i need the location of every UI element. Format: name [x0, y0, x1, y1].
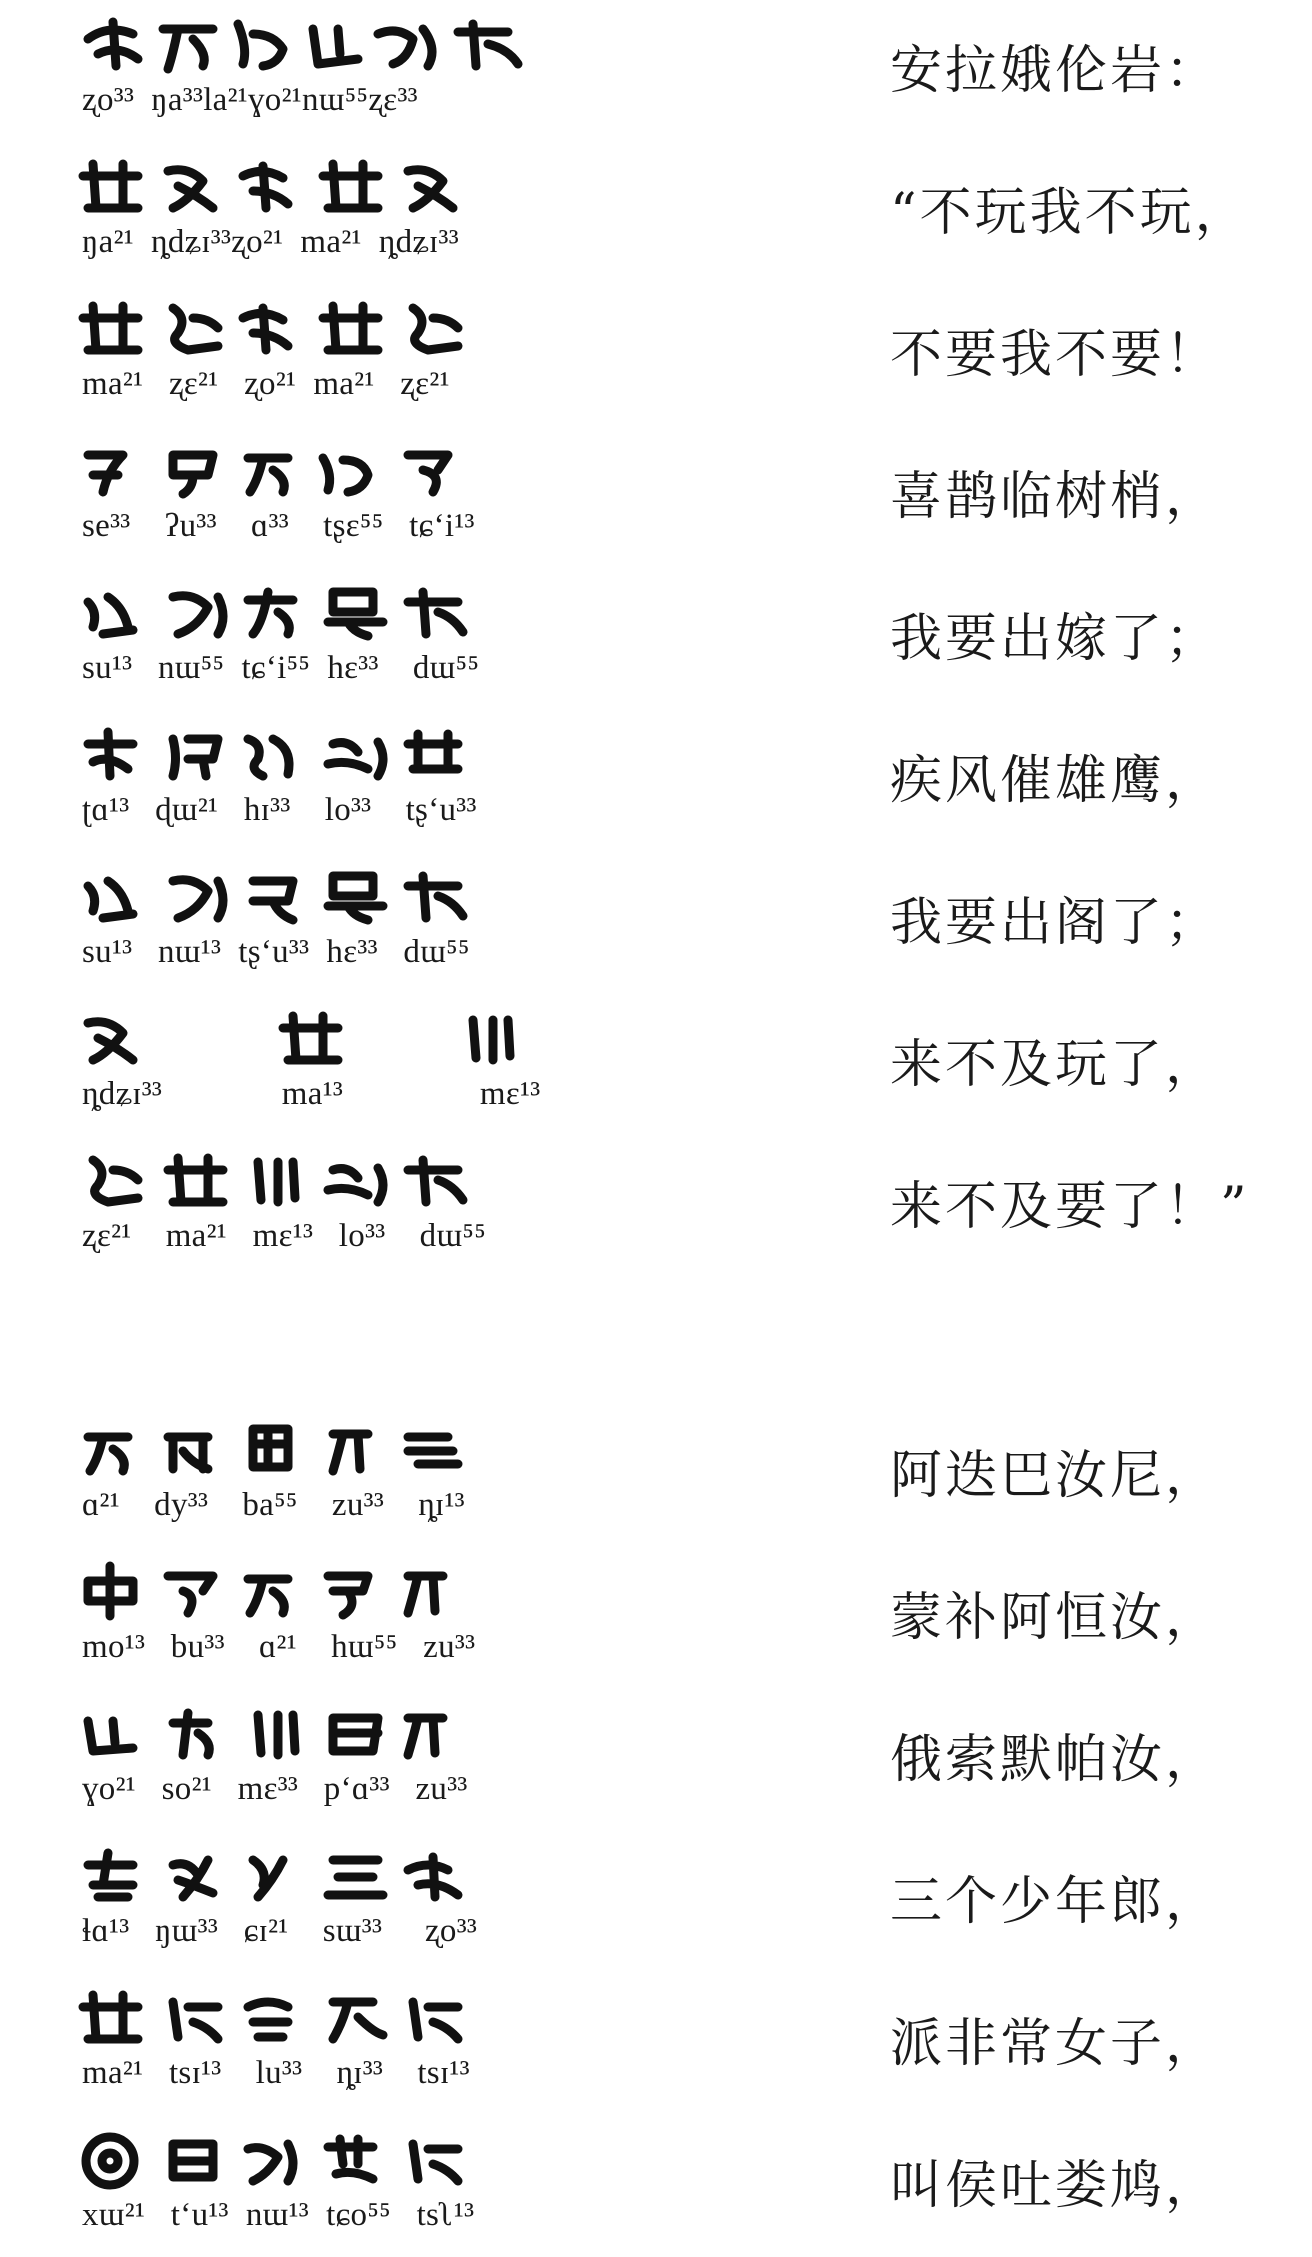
yi-script-glyphs-image	[78, 1977, 568, 2057]
yi-script-glyphs	[78, 572, 568, 652]
yi-script-glyphs	[78, 1835, 568, 1915]
yi-script-glyphs	[78, 1409, 568, 1489]
yi-script-glyphs-image	[78, 998, 568, 1078]
verse-line	[0, 426, 1312, 568]
verse-line	[0, 1547, 1312, 1689]
yi-script-glyphs	[78, 4, 568, 84]
romanization: ʈɑ¹³ ɖɯ²¹ hɪ³³ lo³³ tʂʻu³³	[82, 792, 477, 828]
romanization: ɬɑ¹³ ŋɯ³³ ɕɪ²¹ sɯ³³ ʐo³³	[82, 1913, 478, 1949]
yi-script-glyphs-image	[78, 288, 568, 368]
verse-line	[0, 1405, 1312, 1547]
romanization: ma²¹ ʐɛ²¹ ʐo²¹ ma²¹ ʐɛ²¹	[82, 366, 450, 402]
verse-line	[0, 284, 1312, 426]
yi-script-glyphs	[78, 1140, 568, 1220]
translation: 我要出阁了；	[890, 893, 1221, 953]
yi-script-glyphs	[78, 288, 568, 368]
translation: 不要我不要！	[890, 325, 1221, 385]
translation: 来不及玩了，	[890, 1035, 1221, 1095]
translation: 安拉娥伦岩：	[890, 41, 1221, 101]
verse-line	[0, 142, 1312, 284]
yi-script-glyphs-image	[78, 4, 568, 84]
romanization: xɯ²¹ tʻu¹³ nɯ¹³ tɕo⁵⁵ tsʅ¹³	[82, 2197, 475, 2233]
romanization: mo¹³ bu³³ ɑ²¹ hɯ⁵⁵ zu³³	[82, 1629, 476, 1665]
translation: 叫侯吐娄鸠，	[890, 2156, 1221, 2216]
translation: “不玩我不玩，	[890, 183, 1250, 243]
verse-section-2	[0, 1405, 1312, 2257]
yi-script-glyphs-image	[78, 856, 568, 936]
translation: 三个少年郎，	[890, 1872, 1221, 1932]
romanization: se³³ ʔu³³ ɑ³³ tʂɛ⁵⁵ tɕʻi¹³	[82, 508, 475, 544]
translation: 来不及要了！”	[890, 1177, 1250, 1237]
romanization: ŋa²¹ ȵdʑɪ³³ʐo²¹ ma²¹ ȵdʑɪ³³	[82, 224, 459, 260]
romanization: ȵdʑɪ³³ ma¹³ mɛ¹³	[82, 1076, 541, 1112]
romanization: su¹³ nɯ¹³ tʂʻu³³ hɛ³³ dɯ⁵⁵	[82, 934, 470, 970]
verse-line	[0, 2115, 1312, 2257]
yi-script-glyphs	[78, 998, 568, 1078]
verse-line	[0, 1831, 1312, 1973]
verse-line	[0, 1136, 1312, 1278]
yi-script-glyphs-image	[78, 714, 568, 794]
yi-script-glyphs	[78, 2119, 568, 2199]
yi-script-glyphs	[78, 1977, 568, 2057]
yi-script-glyphs-image	[78, 1140, 568, 1220]
yi-script-glyphs-image	[78, 1551, 568, 1631]
yi-script-glyphs-image	[78, 1835, 568, 1915]
romanization: ʐɛ²¹ ma²¹ mɛ¹³ lo³³ dɯ⁵⁵	[82, 1218, 487, 1254]
translation: 阿迭巴汝尼，	[890, 1446, 1221, 1506]
romanization: ɣo²¹ so²¹ mɛ³³ pʻɑ³³ zu³³	[82, 1771, 468, 1807]
romanization: su¹³ nɯ⁵⁵ tɕʻi⁵⁵ hɛ³³ dɯ⁵⁵	[82, 650, 480, 686]
yi-script-glyphs	[78, 714, 568, 794]
verse-line	[0, 710, 1312, 852]
yi-script-glyphs-image	[78, 430, 568, 510]
translation: 俄索默帕汝，	[890, 1730, 1221, 1790]
verse-line	[0, 852, 1312, 994]
yi-script-glyphs-image	[78, 2119, 568, 2199]
translation: 喜鹊临树梢，	[890, 467, 1221, 527]
yi-script-glyphs	[78, 1551, 568, 1631]
yi-script-glyphs	[78, 430, 568, 510]
yi-script-glyphs	[78, 856, 568, 936]
yi-script-glyphs-image	[78, 146, 568, 226]
romanization: ʐo³³ ŋa³³la²¹ɣo²¹nɯ⁵⁵ʐɛ³³	[82, 82, 418, 118]
yi-script-glyphs-image	[78, 1409, 568, 1489]
yi-script-glyphs	[78, 146, 568, 226]
yi-script-glyphs	[78, 1693, 568, 1773]
verse-line	[0, 1973, 1312, 2115]
translation: 蒙补阿恒汝，	[890, 1588, 1221, 1648]
translation: 派非常女子，	[890, 2014, 1221, 2074]
verse-line	[0, 568, 1312, 710]
yi-script-glyphs-image	[78, 1693, 568, 1773]
romanization: ɑ²¹ dy³³ ba⁵⁵ zu³³ ȵɪ¹³	[82, 1487, 465, 1523]
verse-line	[0, 0, 1312, 142]
yi-script-glyphs-image	[78, 572, 568, 652]
romanization: ma²¹ tsɪ¹³ lu³³ ȵɪ³³ tsɪ¹³	[82, 2055, 470, 2091]
verse-line	[0, 1689, 1312, 1831]
verse-line	[0, 994, 1312, 1136]
translation: 疾风催雄鹰，	[890, 751, 1221, 811]
translation: 我要出嫁了；	[890, 609, 1221, 669]
